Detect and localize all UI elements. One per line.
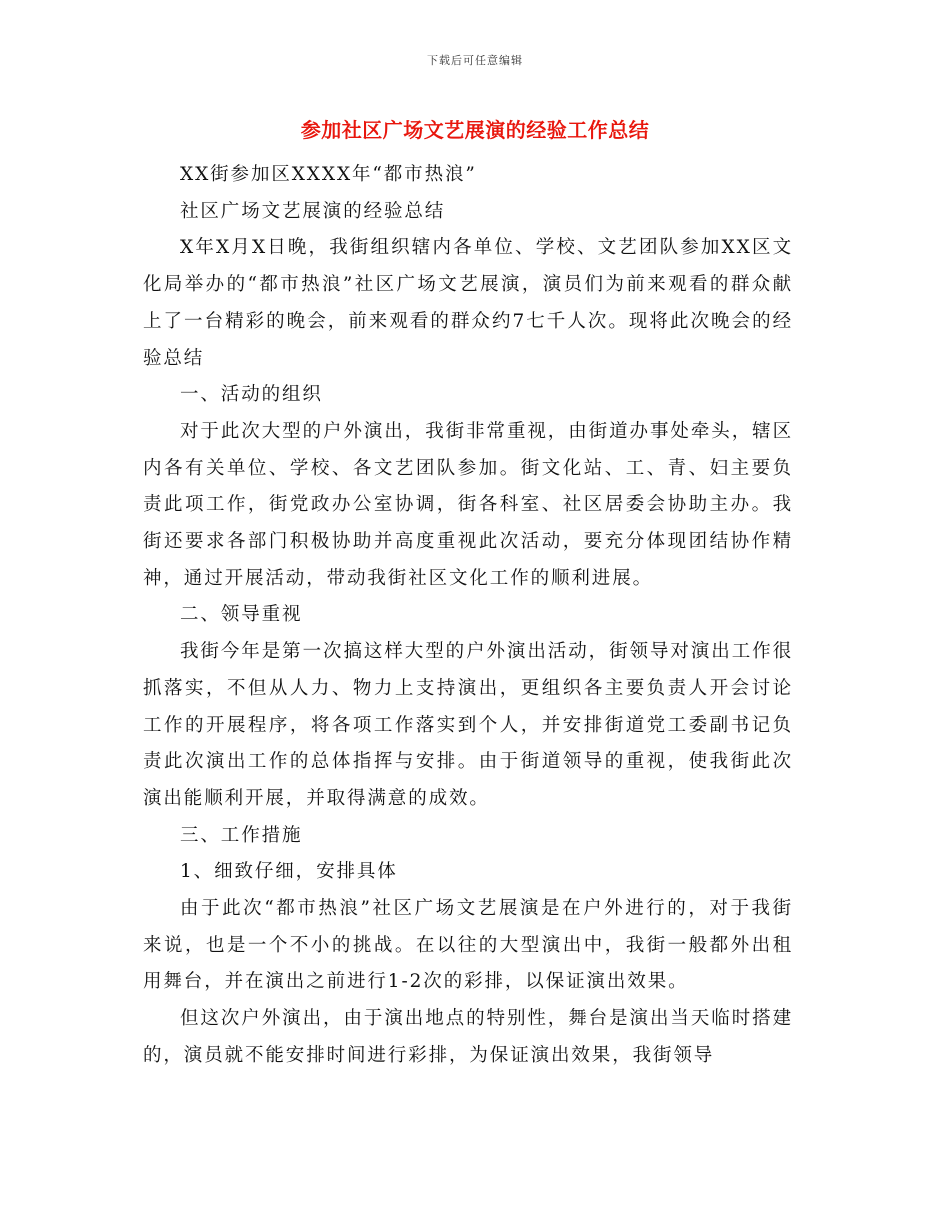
paragraph-measures-2: 但这次户外演出，由于演出地点的特别性，舞台是演出当天临时搭建的，演员就不能安排时间进行彩排，为保证演出效果，我街领导 xyxy=(143,1008,793,1066)
section-heading-leadership: 二、领导重视 xyxy=(180,604,303,626)
paragraph-organization: 对于此次大型的户外演出，我街非常重视，由街道办事处牵头，辖区内各有关单位、学校、各文艺团队参加。街文化站、工、青、妇主要负责此项工作，街党政办公室协调，街各科室、社区居委会协助主办。我街还要求各部门积极协助并高度重视此次活动，要充分体现团结协作精神，通过开展活动，带动我街社区文化工作的顺利进展。 xyxy=(143,420,793,589)
paragraph-subtitle-2: 社区广场文艺展演的经验总结 xyxy=(180,200,446,222)
section-heading-organization: 一、活动的组织 xyxy=(180,384,323,406)
section-heading-measures: 三、工作措施 xyxy=(180,824,303,846)
paragraph-leadership: 我街今年是第一次搞这样大型的户外演出活动，街领导对演出工作很抓落实，不但从人力、物力上支持演出，更组织各主要负责人开会讨论工作的开展程序，将各项工作落实到个人，并安排街道党工委副书记负责此次演出工作的总体指挥与安排。由于街道领导的重视，使我街此次演出能顺利开展，并取得满意的成效。 xyxy=(143,641,793,809)
document-title: 参加社区广场文艺展演的经验工作总结 xyxy=(300,118,650,142)
subsection-heading-1: 1、细致仔细，安排具体 xyxy=(180,861,398,883)
document-body xyxy=(143,157,793,1075)
paragraph-measures-1: 由于此次“都市热浪”社区广场文艺展演是在户外进行的，对于我街来说，也是一个不小的挑战。在以往的大型演出中，我街一般都外出租用舞台，并在演出之前进行1-2次的彩排，以保证演出效果。 xyxy=(143,898,793,993)
paragraph-intro: X年X月X日晚，我街组织辖内各单位、学校、文艺团队参加XX区文化局举办的“都市热浪”社区广场文艺展演，演员们为前来观看的群众献上了一台精彩的晚会，前来观看的群众约7七千人次。现将此次晚会的经验总结 xyxy=(143,237,793,369)
paragraph-subtitle-1: XX街参加区XXXX年“都市热浪” xyxy=(180,164,477,185)
page-header-note: 下载后可任意编辑 xyxy=(427,54,523,67)
